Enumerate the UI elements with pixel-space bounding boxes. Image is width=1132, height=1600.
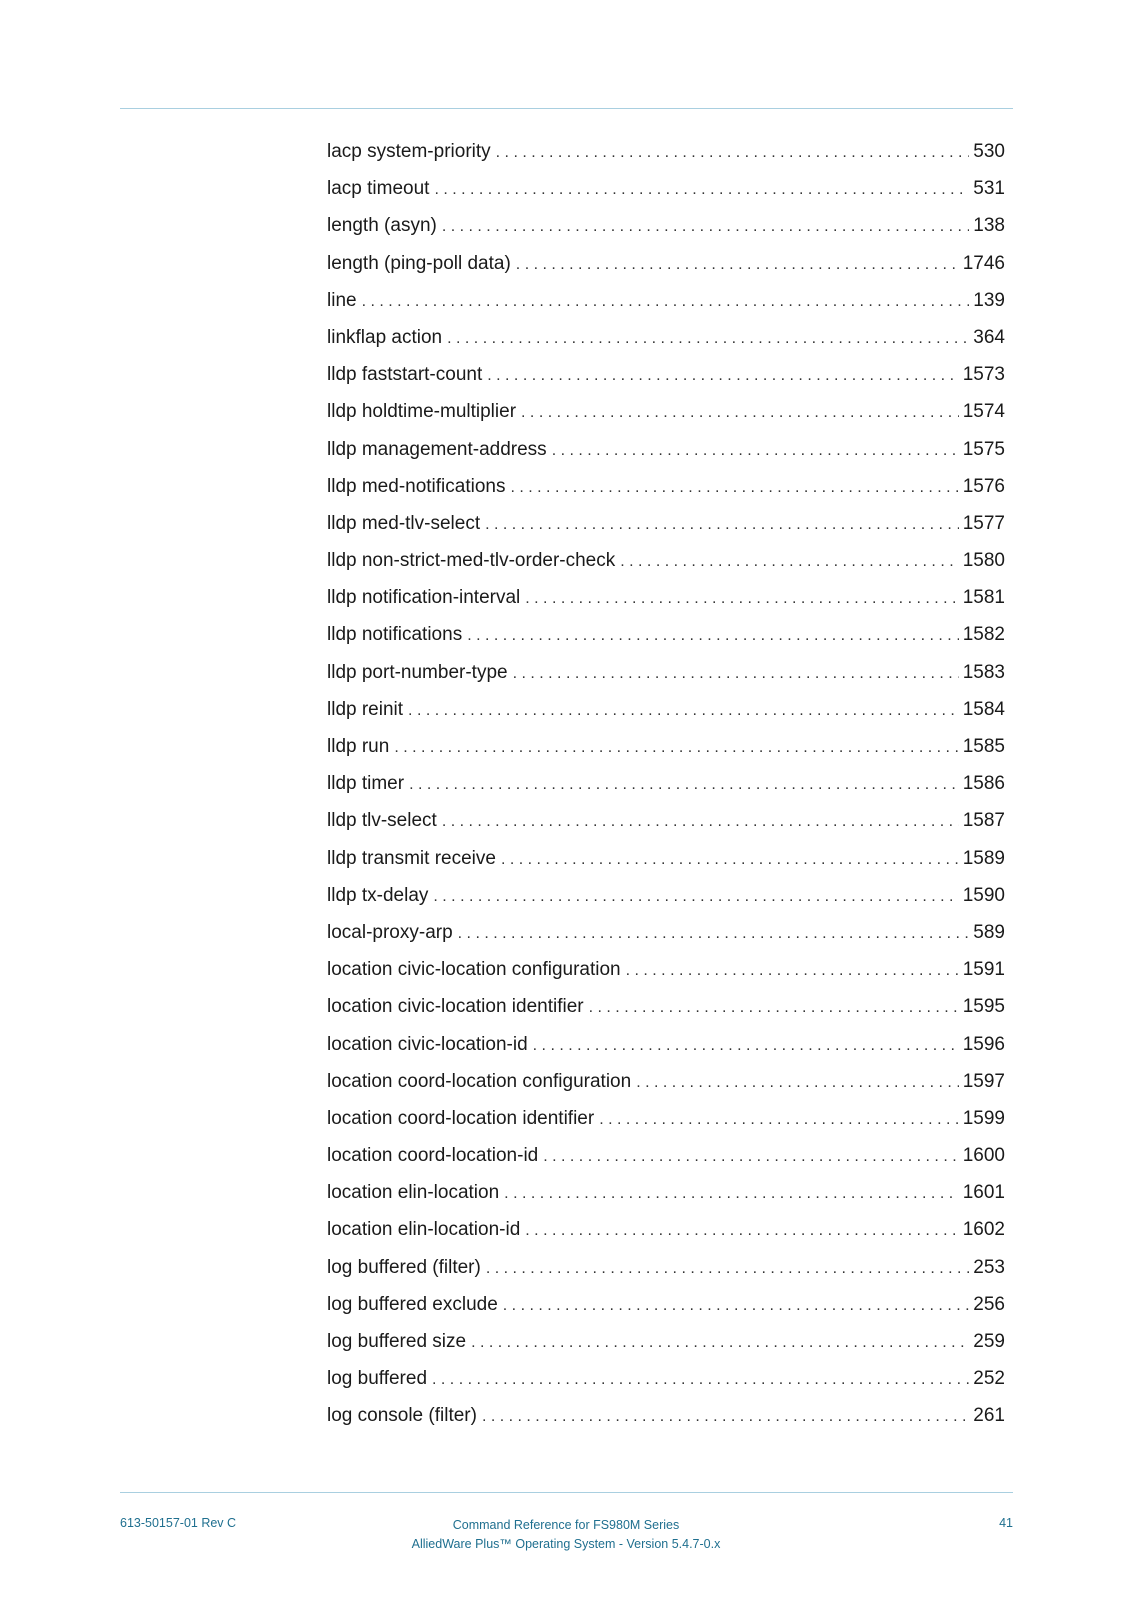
entry-title: log buffered exclude: [327, 1293, 498, 1315]
entry-title: lldp faststart-count: [327, 364, 483, 386]
dot-leader: [552, 432, 959, 469]
entry-page: 1585: [962, 736, 1005, 757]
index-entry[interactable]: [327, 505, 1005, 542]
footer-doc-number: 613-50157-01 Rev C: [120, 1516, 237, 1530]
index-entry[interactable]: [327, 207, 1005, 244]
entry-page: 1576: [962, 475, 1005, 497]
entry-title: lldp timer: [327, 773, 405, 795]
index-entry[interactable]: [327, 1137, 1005, 1174]
entry-page: 1600: [962, 1145, 1005, 1167]
entry-title: lacp system-priority: [327, 141, 491, 162]
entry-title: lacp timeout: [327, 178, 430, 200]
entry-title: location coord-location-id: [327, 1145, 539, 1167]
dot-leader: [471, 1324, 969, 1361]
entry-title: location coord-location configuration: [327, 1070, 632, 1092]
entry-title: location coord-location identifier: [327, 1107, 595, 1129]
dot-leader: [442, 803, 959, 840]
entry-title: location civic-location configuration: [327, 959, 621, 981]
entry-page: 1595: [962, 996, 1005, 1018]
index-entry[interactable]: [327, 356, 1005, 393]
footer-rule: [120, 1492, 1013, 1493]
index-entry[interactable]: [327, 1397, 1005, 1434]
dot-leader: [504, 1175, 959, 1212]
dot-leader: [589, 989, 959, 1026]
entry-page: 259: [973, 1331, 1005, 1352]
index-entry[interactable]: [327, 728, 1005, 765]
index-list: [327, 133, 1005, 1435]
dot-leader: [496, 134, 970, 171]
entry-title: lldp reinit: [327, 698, 404, 720]
entry-page: 1590: [962, 884, 1005, 906]
entry-page: 1601: [962, 1182, 1005, 1204]
entry-page: 1584: [962, 698, 1005, 720]
entry-page: 1581: [962, 587, 1005, 609]
entry-page: 1586: [962, 773, 1005, 795]
dot-leader: [394, 729, 958, 766]
dot-leader: [513, 655, 959, 692]
entry-title: location elin-location: [327, 1182, 500, 1204]
entry-page: 1573: [962, 364, 1005, 386]
index-entry[interactable]: [327, 393, 1005, 430]
dot-leader: [487, 357, 958, 394]
entry-title: lldp notification-interval: [327, 587, 521, 609]
dot-leader: [599, 1101, 959, 1138]
entry-title: lldp transmit receive: [327, 847, 496, 869]
entry-page: 1574: [962, 401, 1005, 423]
index-entry[interactable]: [327, 133, 1005, 170]
entry-page: 1746: [962, 252, 1005, 274]
entry-page: 1577: [962, 512, 1005, 534]
dot-leader: [510, 469, 958, 506]
footer-title: [0, 1516, 1132, 1554]
entry-page: 253: [973, 1256, 1005, 1278]
dot-leader: [525, 580, 958, 617]
dot-leader: [533, 1027, 959, 1064]
footer-page-number: 41: [999, 1516, 1013, 1530]
entry-title: location civic-location-id: [327, 1033, 528, 1055]
index-entry[interactable]: [327, 468, 1005, 505]
index-entry[interactable]: [327, 245, 1005, 282]
entry-page: 1587: [962, 810, 1005, 832]
index-entry[interactable]: [327, 170, 1005, 207]
index-entry[interactable]: [327, 654, 1005, 691]
dot-leader: [516, 246, 959, 283]
dot-leader: [433, 878, 958, 915]
entry-page: 1583: [962, 661, 1005, 683]
entry-title: length (asyn): [327, 215, 437, 237]
entry-page: 364: [973, 326, 1005, 348]
entry-title: lldp holdtime-multiplier: [327, 401, 517, 423]
entry-page: 531: [973, 178, 1005, 200]
index-entry[interactable]: [327, 579, 1005, 616]
entry-page: 1575: [962, 438, 1005, 460]
index-entry[interactable]: [327, 1026, 1005, 1063]
dot-leader: [501, 841, 959, 878]
entry-title: lldp tlv-select: [327, 810, 437, 832]
index-entry[interactable]: [327, 431, 1005, 468]
entry-page: 589: [973, 921, 1005, 943]
entry-title: log buffered: [327, 1368, 428, 1390]
entry-page: 252: [973, 1368, 1005, 1390]
entry-page: 1582: [962, 624, 1005, 646]
entry-title: line: [327, 289, 357, 311]
entry-title: local-proxy-arp: [327, 921, 453, 943]
dot-leader: [458, 915, 970, 952]
entry-title: location civic-location identifier: [327, 996, 584, 1018]
dot-leader: [626, 952, 959, 989]
entry-page: 1597: [962, 1070, 1005, 1092]
entry-page: 138: [973, 215, 1005, 237]
dot-leader: [447, 320, 969, 357]
index-entry[interactable]: [327, 1323, 1005, 1360]
entry-title: log console (filter): [327, 1405, 477, 1427]
index-entry[interactable]: [327, 765, 1005, 802]
index-entry[interactable]: [327, 1249, 1005, 1286]
index-entry[interactable]: [327, 1286, 1005, 1323]
dot-leader: [432, 1361, 969, 1398]
index-entry[interactable]: [327, 282, 1005, 319]
index-entry[interactable]: [327, 951, 1005, 988]
entry-title: lldp notifications: [327, 624, 463, 646]
dot-leader: [525, 1212, 958, 1249]
entry-title: lldp port-number-type: [327, 661, 508, 683]
entry-page: 261: [973, 1405, 1005, 1427]
entry-title: lldp non-strict-med-tlv-order-check: [327, 550, 616, 572]
dot-leader: [362, 283, 970, 320]
dot-leader: [485, 506, 959, 543]
entry-title: lldp tx-delay: [327, 884, 429, 906]
index-entry[interactable]: [327, 840, 1005, 877]
entry-title: lldp med-tlv-select: [327, 512, 481, 534]
dot-leader: [442, 208, 969, 245]
index-entry[interactable]: [327, 1211, 1005, 1248]
header-rule: [120, 108, 1013, 109]
footer-title-line-2: AlliedWare Plus™ Operating System - Version 5.4.7-0.x: [411, 1537, 721, 1551]
dot-leader: [486, 1250, 969, 1287]
entry-title: log buffered (filter): [327, 1256, 481, 1278]
dot-leader: [620, 543, 958, 580]
index-entry[interactable]: [327, 988, 1005, 1025]
entry-title: lldp run: [327, 736, 390, 757]
entry-page: 1599: [962, 1107, 1005, 1129]
dot-leader: [636, 1064, 959, 1101]
index-entry[interactable]: [327, 1360, 1005, 1397]
index-entry[interactable]: [327, 691, 1005, 728]
entry-page: 1596: [962, 1033, 1005, 1055]
index-entry[interactable]: [327, 616, 1005, 653]
index-entry[interactable]: [327, 877, 1005, 914]
entry-page: 1602: [962, 1219, 1005, 1241]
entry-title: location elin-location-id: [327, 1219, 521, 1241]
dot-leader: [543, 1138, 958, 1175]
entry-page: 530: [973, 141, 1005, 162]
dot-leader: [434, 171, 969, 208]
footer-title-line-1: Command Reference for FS980M Series: [452, 1518, 680, 1532]
entry-title: log buffered size: [327, 1331, 467, 1352]
entry-page: 1580: [962, 550, 1005, 572]
index-entry[interactable]: [327, 542, 1005, 579]
entry-page: 256: [973, 1293, 1005, 1315]
entry-page: 1591: [962, 959, 1005, 981]
index-entry[interactable]: [327, 1100, 1005, 1137]
dot-leader: [409, 766, 959, 803]
dot-leader: [503, 1287, 970, 1324]
dot-leader: [521, 394, 959, 431]
index-entry[interactable]: [327, 319, 1005, 356]
index-entry[interactable]: [327, 802, 1005, 839]
entry-title: linkflap action: [327, 326, 443, 348]
entry-page: 139: [973, 289, 1005, 311]
dot-leader: [482, 1398, 969, 1435]
index-entry[interactable]: [327, 1063, 1005, 1100]
index-entry[interactable]: [327, 1174, 1005, 1211]
entry-title: lldp management-address: [327, 438, 547, 460]
dot-leader: [467, 617, 959, 654]
entry-title: lldp med-notifications: [327, 475, 506, 497]
entry-title: length (ping-poll data): [327, 252, 511, 274]
index-entry[interactable]: [327, 914, 1005, 951]
dot-leader: [408, 692, 959, 729]
entry-page: 1589: [962, 847, 1005, 869]
